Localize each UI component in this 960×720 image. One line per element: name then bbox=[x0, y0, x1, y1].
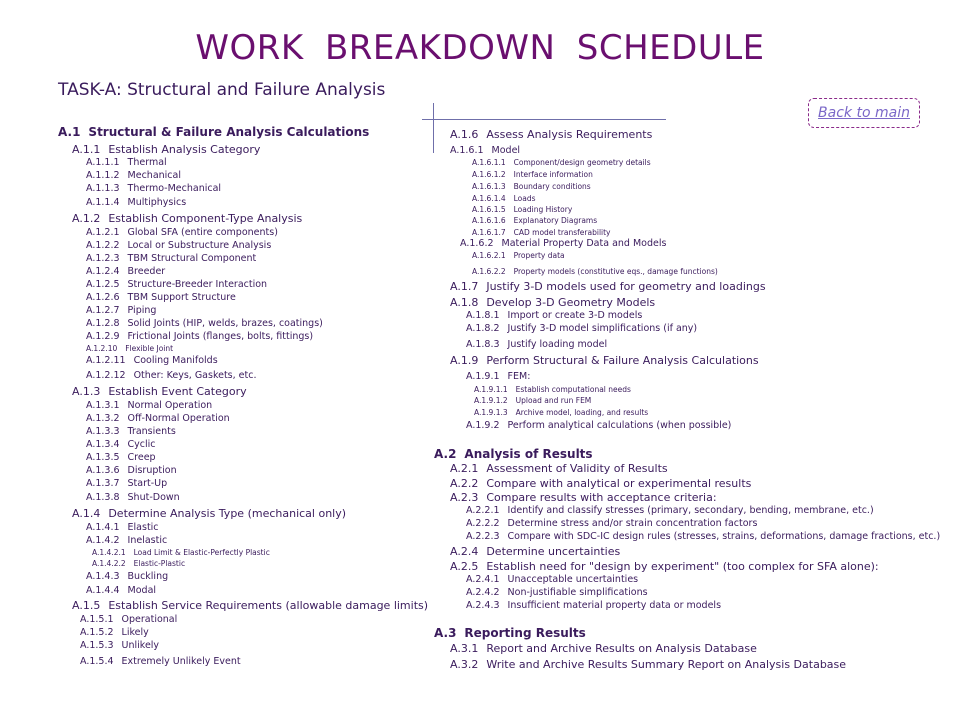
wbs-code: A.2.1 bbox=[450, 462, 479, 475]
wbs-text: Structure-Breeder Interaction bbox=[127, 279, 268, 290]
wbs-code: A.1.4.1 bbox=[86, 522, 120, 533]
wbs-code: A.1.4.3 bbox=[86, 571, 120, 582]
wbs-text: Solid Joints (HIP, welds, brazes, coatings) bbox=[127, 318, 323, 329]
wbs-code: A.1.6.1.7 bbox=[472, 228, 506, 237]
wbs-code: A.1.2.8 bbox=[86, 318, 120, 329]
wbs-item bbox=[86, 157, 167, 168]
wbs-item bbox=[474, 385, 631, 394]
wbs-item bbox=[86, 240, 271, 251]
wbs-code: A.1.3 bbox=[72, 385, 101, 398]
wbs-item bbox=[472, 205, 572, 214]
wbs-item bbox=[450, 296, 655, 309]
wbs-code: A.1.6.1 bbox=[450, 145, 484, 156]
wbs-item bbox=[472, 194, 536, 203]
wbs-code: A.1.5.2 bbox=[80, 627, 114, 638]
wbs-text: Explanatory Diagrams bbox=[513, 216, 598, 225]
wbs-code: A.1.5 bbox=[72, 599, 101, 612]
wbs-item bbox=[86, 465, 177, 476]
wbs-item bbox=[86, 452, 156, 463]
wbs-code: A.2.4.2 bbox=[466, 587, 500, 598]
wbs-item bbox=[450, 477, 751, 490]
wbs-text: Material Property Data and Models bbox=[501, 238, 667, 249]
wbs-text: Modal bbox=[127, 585, 157, 596]
wbs-text: Non-justifiable simplifications bbox=[507, 587, 648, 598]
wbs-text: Other: Keys, Gaskets, etc. bbox=[133, 370, 257, 381]
wbs-item bbox=[472, 158, 651, 167]
wbs-code: A.2.2.1 bbox=[466, 505, 500, 516]
wbs-text: Shut-Down bbox=[127, 492, 180, 503]
wbs-code: A.1.4 bbox=[72, 507, 101, 520]
wbs-text: TBM Structural Component bbox=[127, 253, 257, 264]
wbs-text: Thermal bbox=[127, 157, 167, 168]
wbs-text: Establish Analysis Category bbox=[108, 143, 261, 156]
wbs-item bbox=[450, 658, 846, 671]
wbs-text: Buckling bbox=[127, 571, 169, 582]
wbs-text: Assessment of Validity of Results bbox=[486, 462, 668, 475]
wbs-text: Establish computational needs bbox=[515, 385, 631, 394]
wbs-text: Property models (constitutive eqs., damage functions) bbox=[513, 267, 718, 276]
wbs-code: A.3.1 bbox=[450, 642, 479, 655]
wbs-item bbox=[86, 318, 323, 329]
wbs-code: A.2.5 bbox=[450, 560, 479, 573]
wbs-text: Perform Structural & Failure Analysis Calculations bbox=[486, 354, 759, 367]
wbs-text: Boundary conditions bbox=[513, 182, 591, 191]
wbs-item bbox=[80, 640, 159, 651]
wbs-code: A.1.5.4 bbox=[80, 656, 114, 667]
wbs-code: A.1.2.7 bbox=[86, 305, 120, 316]
wbs-code: A.1.8.2 bbox=[466, 323, 500, 334]
wbs-text: Multiphysics bbox=[127, 197, 187, 208]
wbs-code: A.1.1.2 bbox=[86, 170, 120, 181]
wbs-item bbox=[466, 420, 731, 431]
wbs-item bbox=[86, 355, 218, 366]
wbs-item bbox=[86, 253, 256, 264]
wbs-code: A.1.3.8 bbox=[86, 492, 120, 503]
wbs-text: Loading History bbox=[513, 205, 573, 214]
wbs-item bbox=[450, 491, 717, 504]
wbs-code: A.1.6.1.3 bbox=[472, 182, 506, 191]
wbs-text: Inelastic bbox=[127, 535, 168, 546]
wbs-text: Normal Operation bbox=[127, 400, 213, 411]
back-to-main-link[interactable]: Back to main bbox=[808, 98, 920, 128]
wbs-text: Establish Event Category bbox=[108, 385, 247, 398]
wbs-item bbox=[86, 478, 167, 489]
wbs-item bbox=[466, 371, 530, 382]
wbs-item bbox=[450, 145, 520, 156]
wbs-code: A.1.3.7 bbox=[86, 478, 120, 489]
wbs-code: A.1.6.1.2 bbox=[472, 170, 506, 179]
wbs-item bbox=[466, 505, 874, 516]
wbs-text: Insufficient material property data or models bbox=[507, 600, 722, 611]
wbs-code: A.1.1 bbox=[72, 143, 101, 156]
wbs-code: A.1.1.1 bbox=[86, 157, 120, 168]
wbs-code: A.1.9 bbox=[450, 354, 479, 367]
wbs-text: Determine uncertainties bbox=[486, 545, 621, 558]
wbs-text: Creep bbox=[127, 452, 156, 463]
wbs-item bbox=[80, 656, 241, 667]
wbs-text: Import or create 3-D models bbox=[507, 310, 643, 321]
wbs-item bbox=[472, 170, 593, 179]
wbs-item bbox=[86, 344, 173, 353]
wbs-item bbox=[450, 560, 879, 573]
wbs-item bbox=[92, 548, 270, 557]
wbs-item bbox=[86, 571, 168, 582]
wbs-text: Compare with analytical or experimental results bbox=[486, 477, 752, 490]
wbs-text: Model bbox=[491, 145, 521, 156]
wbs-text: Develop 3-D Geometry Models bbox=[486, 296, 656, 309]
wbs-code: A.1.7 bbox=[450, 280, 479, 293]
wbs-item bbox=[466, 339, 607, 350]
wbs-item bbox=[472, 251, 565, 260]
wbs-text: Unlikely bbox=[121, 640, 160, 651]
wbs-item bbox=[466, 587, 648, 598]
wbs-text: Flexible Joint bbox=[125, 344, 174, 353]
wbs-item bbox=[72, 599, 428, 612]
wbs-text: Analysis of Results bbox=[464, 447, 593, 461]
wbs-code: A.1.2.5 bbox=[86, 279, 120, 290]
wbs-code: A.1.9.2 bbox=[466, 420, 500, 431]
wbs-text: Frictional Joints (flanges, bolts, fittings) bbox=[127, 331, 314, 342]
wbs-item bbox=[72, 385, 247, 398]
wbs-item bbox=[472, 182, 591, 191]
wbs-text: Perform analytical calculations (when possible) bbox=[507, 420, 732, 431]
wbs-item bbox=[92, 559, 185, 568]
wbs-item bbox=[86, 331, 313, 342]
wbs-code: A.1.6.2 bbox=[460, 238, 494, 249]
wbs-code: A.1.2.2 bbox=[86, 240, 120, 251]
wbs-text: Thermo-Mechanical bbox=[127, 183, 222, 194]
wbs-code: A.1.3.4 bbox=[86, 439, 120, 450]
wbs-code: A.1.3.5 bbox=[86, 452, 120, 463]
wbs-code: A.2.4 bbox=[450, 545, 479, 558]
wbs-text: Likely bbox=[121, 627, 149, 638]
wbs-code: A.2 bbox=[434, 447, 457, 461]
wbs-text: Disruption bbox=[127, 465, 177, 476]
wbs-code: A.1.3.6 bbox=[86, 465, 120, 476]
wbs-code: A.1.6.1.4 bbox=[472, 194, 506, 203]
wbs-code: A.1.4.2.2 bbox=[92, 559, 126, 568]
wbs-code: A.1.2.6 bbox=[86, 292, 120, 303]
wbs-text: Justify loading model bbox=[507, 339, 608, 350]
wbs-text: Justify 3-D models used for geometry and loadings bbox=[486, 280, 766, 293]
wbs-code: A.1.4.4 bbox=[86, 585, 120, 596]
wbs-code: A.1.8 bbox=[450, 296, 479, 309]
task-subtitle: TASK-A: Structural and Failure Analysis bbox=[58, 80, 386, 100]
wbs-code: A.1.8.1 bbox=[466, 310, 500, 321]
wbs-item bbox=[86, 413, 230, 424]
wbs-text: Establish need for "design by experiment" (too complex for SFA alone): bbox=[486, 560, 879, 573]
wbs-text: Identify and classify stresses (primary, secondary, bending, membrane, etc.) bbox=[507, 505, 874, 516]
wbs-item bbox=[450, 280, 766, 293]
wbs-item bbox=[86, 305, 156, 316]
wbs-code: A.2.3 bbox=[450, 491, 479, 504]
wbs-text: Elastic bbox=[127, 522, 159, 533]
wbs-code: A.1.1.3 bbox=[86, 183, 120, 194]
wbs-item bbox=[86, 585, 156, 596]
wbs-code: A.1.9.1.3 bbox=[474, 408, 508, 417]
wbs-item bbox=[472, 267, 718, 276]
divider-horizontal bbox=[422, 119, 666, 120]
wbs-code: A.1.6.2.2 bbox=[472, 267, 506, 276]
wbs-item bbox=[472, 216, 597, 225]
wbs-text: Operational bbox=[121, 614, 178, 625]
wbs-code: A.1.9.1 bbox=[466, 371, 500, 382]
wbs-code: A.1.9.1.2 bbox=[474, 396, 508, 405]
wbs-code: A.2.2.3 bbox=[466, 531, 500, 542]
wbs-item bbox=[72, 507, 346, 520]
wbs-code: A.1.2.10 bbox=[86, 344, 118, 353]
wbs-text: Structural & Failure Analysis Calculations bbox=[88, 125, 370, 139]
wbs-text: Mechanical bbox=[127, 170, 181, 181]
wbs-text: Write and Archive Results Summary Report on Analysis Database bbox=[486, 658, 847, 671]
wbs-text: Establish Component-Type Analysis bbox=[108, 212, 303, 225]
wbs-item bbox=[450, 642, 757, 655]
wbs-item bbox=[86, 426, 176, 437]
wbs-code: A.2.4.3 bbox=[466, 600, 500, 611]
wbs-item bbox=[86, 492, 180, 503]
wbs-code: A.1.2.3 bbox=[86, 253, 120, 264]
wbs-text: CAD model transferability bbox=[513, 228, 611, 237]
wbs-text: Compare with SDC-IC design rules (stresses, strains, deformations, damage fractions, etc.) bbox=[507, 531, 941, 542]
wbs-code: A.1.5.3 bbox=[80, 640, 114, 651]
wbs-code: A.1.2 bbox=[72, 212, 101, 225]
wbs-code: A.1.2.9 bbox=[86, 331, 120, 342]
wbs-item bbox=[80, 614, 177, 625]
wbs-code: A.1.6.1.6 bbox=[472, 216, 506, 225]
wbs-text: Off-Normal Operation bbox=[127, 413, 230, 424]
wbs-text: Compare results with acceptance criteria: bbox=[486, 491, 717, 504]
wbs-text: Report and Archive Results on Analysis Database bbox=[486, 642, 757, 655]
wbs-text: Transients bbox=[127, 426, 176, 437]
wbs-text: Elastic-Plastic bbox=[133, 559, 186, 568]
wbs-text: FEM: bbox=[507, 371, 531, 382]
wbs-item bbox=[450, 545, 620, 558]
wbs-item bbox=[86, 522, 159, 533]
wbs-code: A.3.2 bbox=[450, 658, 479, 671]
wbs-text: Archive model, loading, and results bbox=[515, 408, 649, 417]
wbs-item bbox=[86, 197, 186, 208]
wbs-item bbox=[86, 170, 181, 181]
wbs-code: A.1.2.4 bbox=[86, 266, 120, 277]
wbs-text: Interface information bbox=[513, 170, 593, 179]
wbs-text: Assess Analysis Requirements bbox=[486, 128, 653, 141]
wbs-item bbox=[474, 396, 591, 405]
wbs-text: Determine stress and/or strain concentration factors bbox=[507, 518, 758, 529]
wbs-item bbox=[434, 626, 586, 640]
wbs-item bbox=[72, 143, 260, 156]
wbs-code: A.1.6.1.5 bbox=[472, 205, 506, 214]
wbs-code: A.1.2.1 bbox=[86, 227, 120, 238]
wbs-item bbox=[80, 627, 149, 638]
wbs-text: Upload and run FEM bbox=[515, 396, 592, 405]
wbs-code: A.2.2 bbox=[450, 477, 479, 490]
wbs-item bbox=[86, 183, 221, 194]
wbs-text: Reporting Results bbox=[464, 626, 586, 640]
wbs-text: Start-Up bbox=[127, 478, 168, 489]
wbs-item bbox=[86, 535, 167, 546]
wbs-code: A.1.6.1.1 bbox=[472, 158, 506, 167]
wbs-text: Justify 3-D model simplifications (if any) bbox=[507, 323, 698, 334]
wbs-code: A.1 bbox=[58, 125, 81, 139]
wbs-item bbox=[466, 310, 642, 321]
wbs-code: A.1.6.2.1 bbox=[472, 251, 506, 260]
wbs-item bbox=[72, 212, 302, 225]
wbs-item bbox=[466, 323, 697, 334]
wbs-text: Loads bbox=[513, 194, 536, 203]
wbs-item bbox=[460, 238, 666, 249]
wbs-code: A.1.4.2.1 bbox=[92, 548, 126, 557]
wbs-item bbox=[466, 518, 757, 529]
wbs-item bbox=[86, 370, 256, 381]
wbs-item bbox=[450, 462, 668, 475]
wbs-item bbox=[86, 227, 278, 238]
divider-vertical bbox=[433, 103, 434, 153]
wbs-code: A.3 bbox=[434, 626, 457, 640]
wbs-item bbox=[466, 574, 638, 585]
wbs-code: A.1.3.2 bbox=[86, 413, 120, 424]
wbs-text: Load Limit & Elastic-Perfectly Plastic bbox=[133, 548, 270, 557]
wbs-code: A.1.1.4 bbox=[86, 197, 120, 208]
wbs-item bbox=[474, 408, 648, 417]
page-title: WORK BREAKDOWN SCHEDULE bbox=[195, 28, 765, 68]
wbs-text: Breeder bbox=[127, 266, 166, 277]
wbs-text: Extremely Unlikely Event bbox=[121, 656, 241, 667]
wbs-code: A.1.9.1.1 bbox=[474, 385, 508, 394]
wbs-item bbox=[434, 447, 593, 461]
wbs-item bbox=[86, 400, 212, 411]
wbs-item bbox=[86, 439, 156, 450]
wbs-text: Establish Service Requirements (allowable damage limits) bbox=[108, 599, 429, 612]
wbs-item bbox=[450, 354, 759, 367]
wbs-text: TBM Support Structure bbox=[127, 292, 236, 303]
wbs-item bbox=[472, 228, 611, 237]
wbs-code: A.1.3.3 bbox=[86, 426, 120, 437]
wbs-code: A.1.2.12 bbox=[86, 370, 126, 381]
wbs-item bbox=[466, 600, 721, 611]
wbs-text: Component/design geometry details bbox=[513, 158, 651, 167]
wbs-text: Global SFA (entire components) bbox=[127, 227, 278, 238]
wbs-code: A.1.2.11 bbox=[86, 355, 126, 366]
wbs-code: A.1.8.3 bbox=[466, 339, 500, 350]
wbs-item bbox=[466, 531, 940, 542]
wbs-code: A.1.6 bbox=[450, 128, 479, 141]
wbs-code: A.2.4.1 bbox=[466, 574, 500, 585]
wbs-item bbox=[450, 128, 652, 141]
wbs-text: Local or Substructure Analysis bbox=[127, 240, 272, 251]
wbs-text: Cyclic bbox=[127, 439, 156, 450]
wbs-text: Determine Analysis Type (mechanical only) bbox=[108, 507, 347, 520]
wbs-item bbox=[58, 125, 369, 139]
wbs-item bbox=[86, 266, 165, 277]
wbs-code: A.1.5.1 bbox=[80, 614, 114, 625]
wbs-text: Unacceptable uncertainties bbox=[507, 574, 639, 585]
wbs-text: Cooling Manifolds bbox=[133, 355, 218, 366]
wbs-text: Piping bbox=[127, 305, 157, 316]
wbs-code: A.1.4.2 bbox=[86, 535, 120, 546]
wbs-text: Property data bbox=[513, 251, 565, 260]
wbs-code: A.2.2.2 bbox=[466, 518, 500, 529]
wbs-item bbox=[86, 292, 236, 303]
wbs-code: A.1.3.1 bbox=[86, 400, 120, 411]
wbs-item bbox=[86, 279, 267, 290]
